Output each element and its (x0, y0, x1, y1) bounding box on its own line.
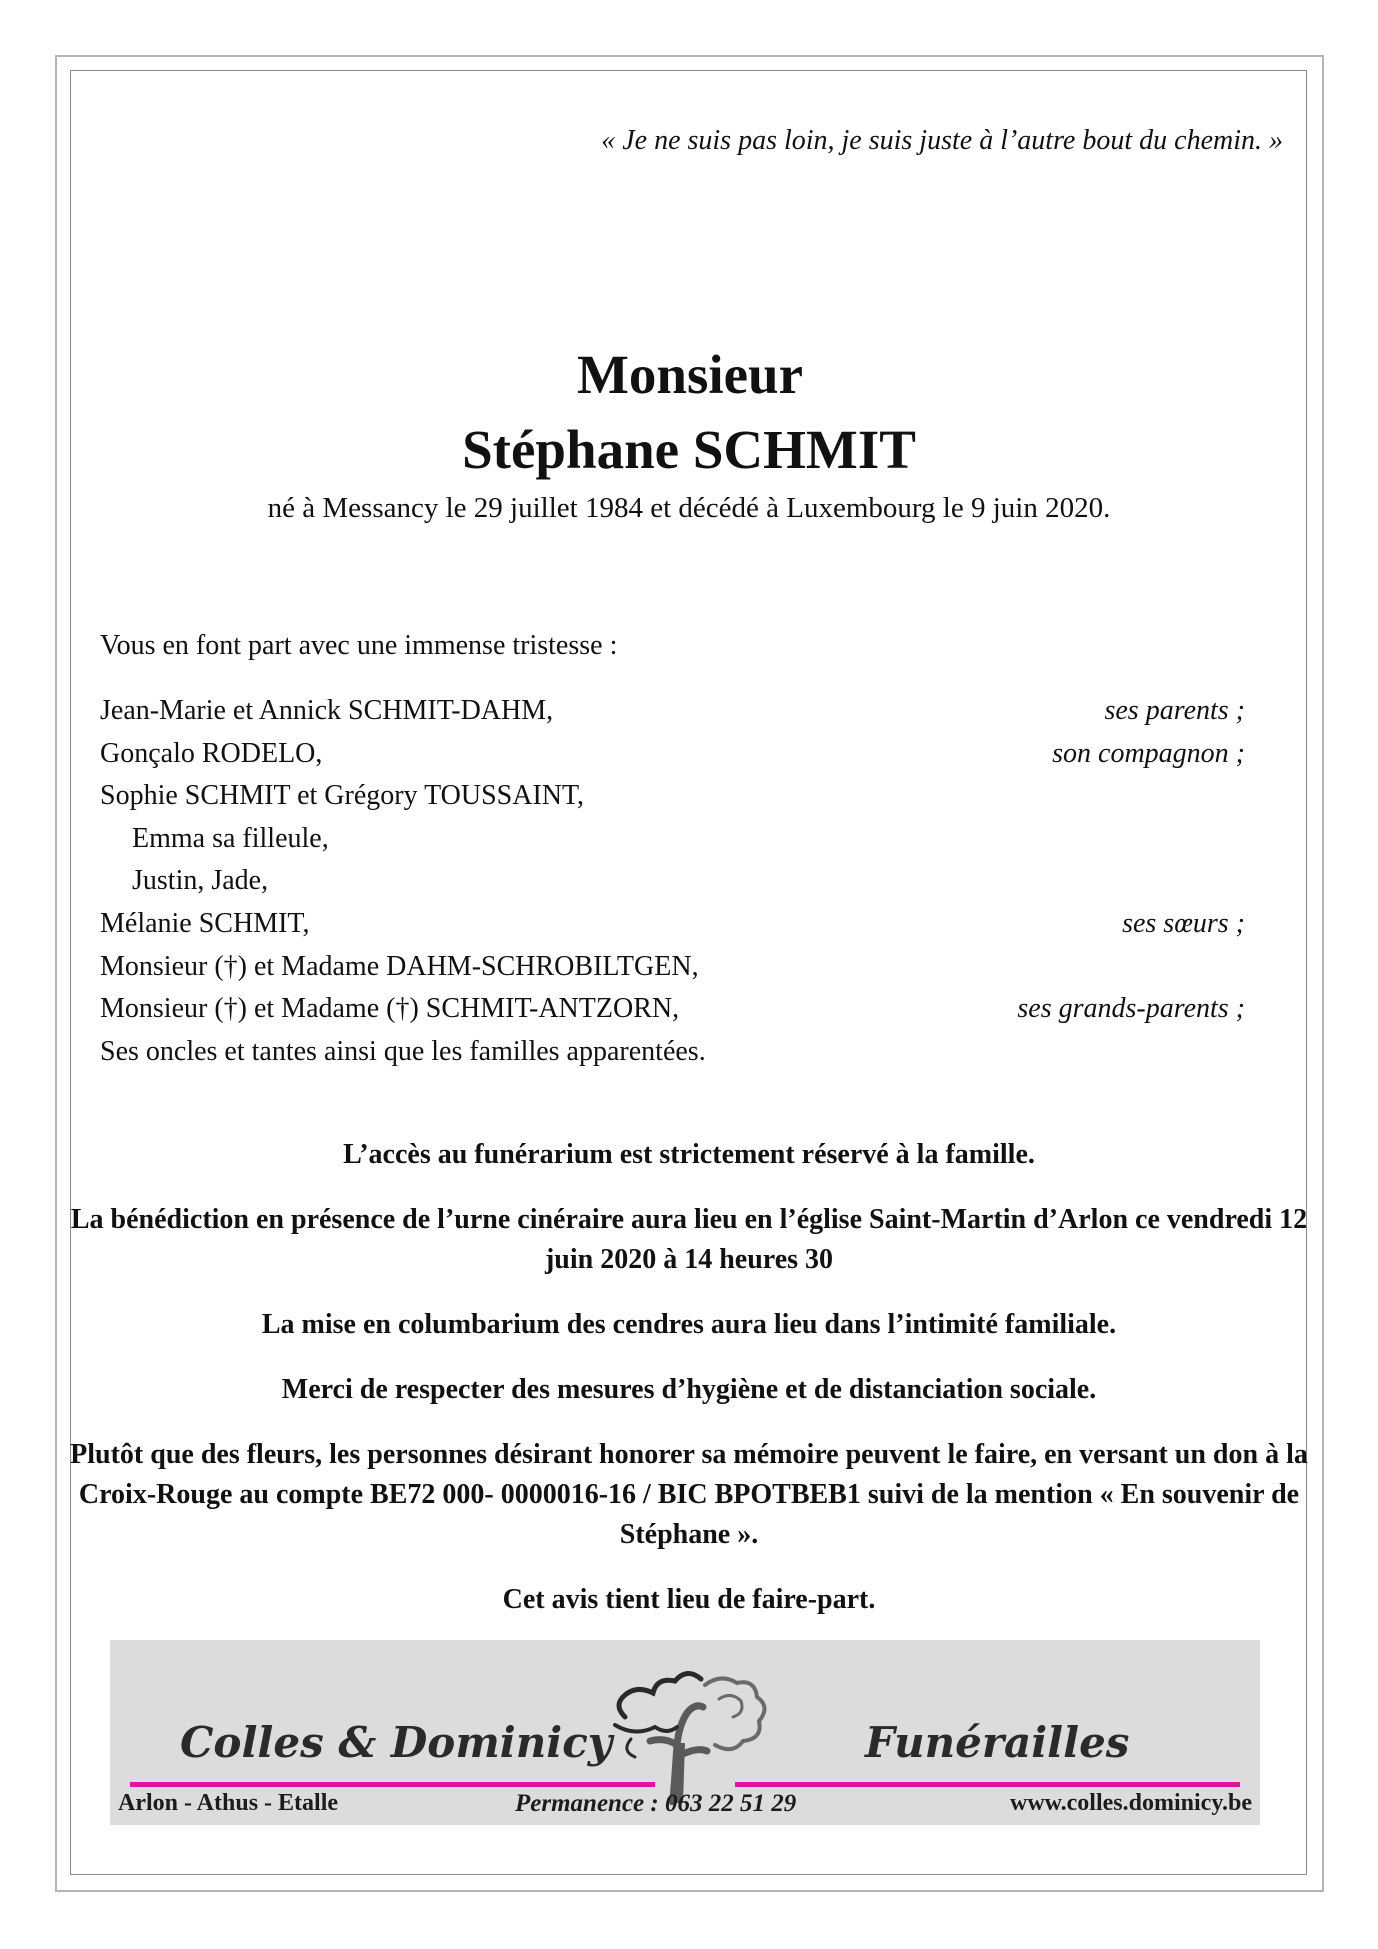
family-row (100, 860, 1245, 903)
family-member-name: Justin, Jade, (132, 865, 269, 897)
funeral-home-banner (110, 1640, 1260, 1825)
notice-hygiene: Merci de respecter des mesures d’hygiène et de distanciation sociale. (281, 1374, 1097, 1405)
family-relation: son compagnon ; (1052, 737, 1245, 769)
title-honorific: Monsieur (576, 344, 804, 405)
family-row (100, 690, 1245, 733)
family-relation: ses grands-parents ; (1017, 993, 1245, 1025)
accent-divider-right (735, 1782, 1240, 1787)
family-row (100, 1031, 1245, 1074)
memorial-quote: « Je ne suis pas loin, je suis juste à l’autre bout du chemin. » (601, 125, 1283, 156)
family-member-name: Gonçalo RODELO, (100, 737, 323, 769)
website-link[interactable]: www.colles.dominicy.be (1009, 1790, 1252, 1816)
family-member-name: Jean-Marie et Annick SCHMIT-DAHM, (100, 695, 554, 726)
family-row (100, 775, 1245, 818)
family-member-name: Ses oncles et tantes ainsi que les familles apparentées. (100, 1035, 706, 1067)
family-member-name: Monsieur (†) et Madame DAHM-SCHROBILTGEN, (100, 950, 699, 982)
family-row (100, 903, 1245, 946)
deceased-name: Stéphane SCHMIT (462, 419, 916, 480)
notices-section (60, 1135, 1318, 1645)
notice-funerarium: L’accès au funérarium est strictement réservé à la famille. (343, 1139, 1035, 1170)
family-member-name: Emma sa filleule, (132, 822, 329, 854)
notice-faire-part: Cet avis tient lieu de faire-part. (502, 1584, 876, 1615)
announcement-intro: Vous en font part avec une immense tristesse : (100, 630, 618, 661)
family-row (100, 988, 1245, 1031)
brand-tagline: Funérailles (865, 1718, 1130, 1767)
family-row (100, 818, 1245, 861)
notice-donation: Plutôt que des fleurs, les personnes désirant honorer sa mémoire peuvent le faire, en versant un don à la Croix-Rouge au compte BE72 000- 0000016-16 / BIC BPOTBEB1 suivi de la mention « En souvenir de Stéphane ». (70, 1439, 1308, 1550)
notice-columbarium: La mise en columbarium des cendres aura lieu dans l’intimité familiale. (261, 1309, 1117, 1340)
family-list (100, 690, 1245, 1073)
accent-divider-left (130, 1782, 655, 1787)
family-row (100, 946, 1245, 989)
family-relation: ses sœurs ; (1122, 907, 1245, 939)
family-member-name: Monsieur (†) et Madame (†) SCHMIT-ANTZORN, (100, 993, 680, 1025)
family-member-name: Mélanie SCHMIT, (100, 907, 310, 939)
birth-death-dates: né à Messancy le 29 juillet 1984 et décédé à Luxembourg le 9 juin 2020. (267, 492, 1111, 524)
permanence-phone: Permanence : 063 22 51 29 (515, 1790, 797, 1817)
locations: Arlon - Athus - Etalle (118, 1790, 339, 1816)
family-row (100, 733, 1245, 776)
notice-blessing: La bénédiction en présence de l’urne cinéraire aura lieu en l’église Saint-Martin d’Arlon ce vendredi 12 juin 2020 à 14 heures 30 (70, 1204, 1308, 1275)
brand-name: Colles & Dominicy (180, 1718, 613, 1767)
family-member-name: Sophie SCHMIT et Grégory TOUSSAINT, (100, 780, 585, 812)
family-relation: ses parents ; (1104, 695, 1245, 726)
